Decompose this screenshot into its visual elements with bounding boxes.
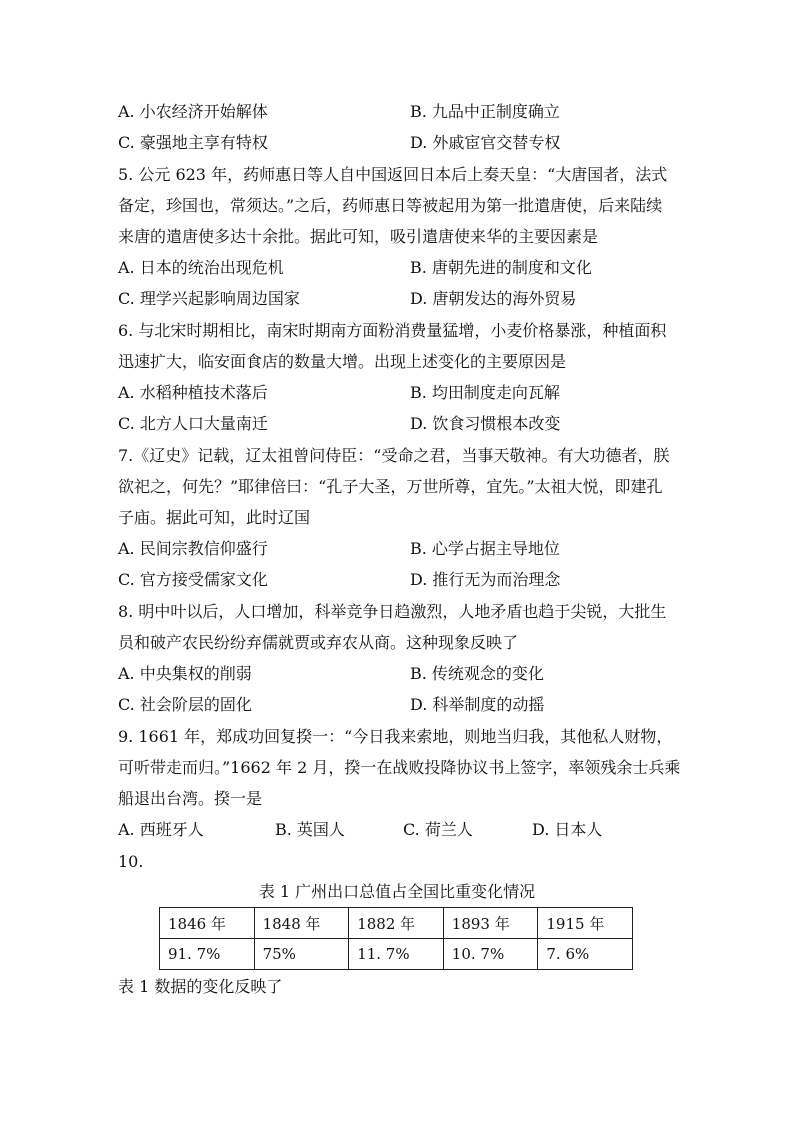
q5-option-b[interactable]: B. 唐朝先进的制度和文化 [410,258,592,277]
q8-option-d[interactable]: D. 科举制度的动摇 [410,695,545,714]
q8-stem-line-1: 8. 明中叶以后，人口增加，科举竞争日趋激烈，人地矛盾也趋于尖锐，大批生 [118,602,667,621]
q9-option-d[interactable]: D. 日本人 [532,820,603,839]
q9-option-a[interactable]: A. 西班牙人 [118,820,204,839]
table-cell-value: 10. 7% [443,939,538,970]
q4-option-a[interactable]: A. 小农经济开始解体 [118,102,268,121]
q7-option-c[interactable]: C. 官方接受儒家文化 [118,570,268,589]
q6-stem-line-1: 6. 与北宋时期相比，南宋时期南方面粉消费量猛增，小麦价格暴涨，种植面积 [118,321,667,340]
q10-number: 10. [118,852,144,871]
q9-option-c[interactable]: C. 荷兰人 [403,820,473,839]
table-cell-value: 91. 7% [160,939,255,970]
table-cell-value: 7. 6% [538,939,633,970]
export-share-table [159,907,633,970]
q5-option-d[interactable]: D. 唐朝发达的海外贸易 [410,289,577,308]
q6-option-b[interactable]: B. 均田制度走向瓦解 [410,383,560,402]
q9-option-b[interactable]: B. 英国人 [275,820,345,839]
q7-stem-line-2: 欲祀之，何先？”耶律倍曰：“孔子大圣，万世所尊，宜先。”太祖大悦，即建孔 [118,477,663,496]
table-cell-year: 1893 年 [443,908,538,939]
q5-option-c[interactable]: C. 理学兴起影响周边国家 [118,289,300,308]
q8-option-a[interactable]: A. 中央集权的削弱 [118,664,252,683]
q6-option-c[interactable]: C. 北方人口大量南迁 [118,414,268,433]
q6-stem-line-2: 迅速扩大，临安面食店的数量大增。出现上述变化的主要原因是 [118,352,567,371]
q5-stem-line-2: 备定，珍国也，常须达。”之后，药师惠日等被起用为第一批遣唐使，后来陆续 [118,196,663,215]
q6-option-d[interactable]: D. 饮食习惯根本改变 [410,414,561,433]
q5-stem-line-1: 5. 公元 623 年，药师惠日等人自中国返回日本后上奏天皇：“大唐国者，法式 [118,165,668,184]
table-cell-value: 11. 7% [349,939,444,970]
q9-stem-line-2: 可听带走而归。”1662 年 2 月，揆一在战败投降协议书上签字，率领残余士兵乘 [118,758,681,777]
q8-option-c[interactable]: C. 社会阶层的固化 [118,695,252,714]
q5-stem-line-3: 来唐的遣唐使多达十余批。据此可知，吸引遣唐使来华的主要因素是 [118,227,599,246]
q10-stem: 表 1 数据的变化反映了 [118,977,283,996]
q7-stem-line-3: 子庙。据此可知，此时辽国 [118,508,311,527]
table-row-years [160,908,633,939]
table-cell-value: 75% [254,939,349,970]
q9-stem-line-1: 9. 1661 年，郑成功回复揆一：“今日我来索地，则地当归我，其他私人财物， [118,727,673,746]
q7-option-b[interactable]: B. 心学占据主导地位 [410,539,560,558]
q8-stem-line-2: 员和破产农民纷纷弃儒就贾或弃农从商。这种现象反映了 [118,633,519,652]
table-caption: 表 1 广州出口总值占全国比重变化情况 [258,882,536,901]
q6-option-a[interactable]: A. 水稻种植技术落后 [118,383,268,402]
q4-option-c[interactable]: C. 豪强地主享有特权 [118,133,268,152]
q5-option-a[interactable]: A. 日本的统治出现危机 [118,258,284,277]
table-cell-year: 1848 年 [254,908,349,939]
q4-option-d[interactable]: D. 外戚宦官交替专权 [410,133,561,152]
q4-option-b[interactable]: B. 九品中正制度确立 [410,102,560,121]
q9-stem-line-3: 船退出台湾。揆一是 [118,789,263,808]
q8-option-b[interactable]: B. 传统观念的变化 [410,664,544,683]
q7-option-a[interactable]: A. 民间宗教信仰盛行 [118,539,268,558]
table-cell-year: 1882 年 [349,908,444,939]
table-cell-year: 1846 年 [160,908,255,939]
table-row-values [160,939,633,970]
q7-stem-line-1: 7.《辽史》记载，辽太祖曾问侍臣：“受命之君，当事天敬神。有大功德者，朕 [118,446,670,465]
q7-option-d[interactable]: D. 推行无为而治理念 [410,570,561,589]
table-cell-year: 1915 年 [538,908,633,939]
